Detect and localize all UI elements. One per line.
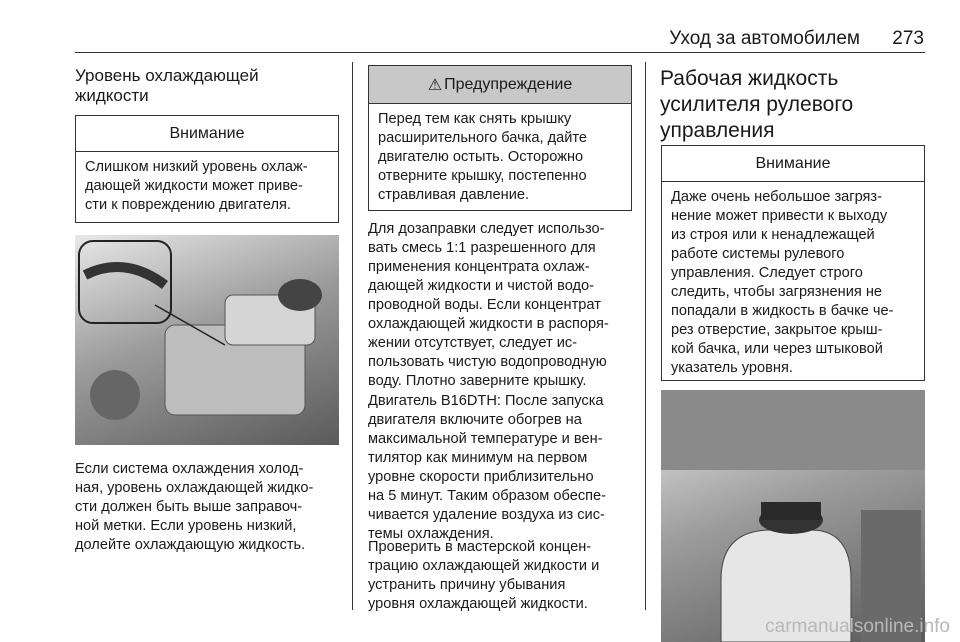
column-divider [352, 62, 353, 610]
power-steering-reservoir-image [661, 390, 925, 642]
text-line: Двигатель B16DTH: После запуска [368, 393, 604, 409]
warning-text [369, 104, 631, 211]
notice-box [75, 115, 339, 223]
text-line: применения концентрата охлаж- [368, 259, 590, 275]
notice-box [661, 145, 925, 381]
warning-header [369, 66, 631, 104]
text-line: работе системы рулевого [671, 246, 845, 262]
text-line: жении отсутствует, следует ис- [368, 335, 578, 351]
text-line: Даже очень небольшое загряз- [671, 189, 882, 205]
text-line: чивается удаление воздуха из сис- [368, 507, 605, 523]
engine-illustration [75, 235, 339, 445]
title-line: Рабочая жидкость [660, 67, 839, 90]
text-line: рез отверстие, закрытое крыш- [671, 322, 883, 338]
text-line: темы охлаждения. [368, 526, 494, 542]
header-divider [75, 52, 925, 53]
text-line: нение может привести к выходу [671, 208, 888, 224]
text-line: Перед тем как снять крышку [378, 111, 572, 127]
text-line: двигателя включите обогрев на [368, 412, 582, 428]
watermark: carmanualsonline.info [765, 616, 950, 637]
text-line: Слишком низкий уровень охлаж- [85, 159, 308, 175]
text-line: ной метки. Если уровень низкий, [75, 518, 297, 534]
title-line: усилителя рулевого [660, 93, 854, 116]
workshop-paragraph [368, 538, 599, 614]
title-line: жидкости [75, 86, 149, 105]
text-line: из строя или к ненадлежащей [671, 227, 875, 243]
title-line: Уровень охлаждающей [75, 66, 259, 85]
text-line: Проверить в мастерской концен- [368, 539, 592, 555]
text-line: двигателю остыть. Осторожно [378, 149, 584, 165]
b16dth-paragraph [368, 392, 606, 544]
text-line: Для дозаправки следует использо- [368, 221, 605, 237]
text-line: сти к повреждению двигателя. [85, 197, 291, 213]
title-line: управления [660, 119, 775, 142]
text-line: расширительного бачка, дайте [378, 130, 588, 146]
text-line: максимальной температуре и вен- [368, 431, 603, 447]
notice-label: Внимание [662, 146, 924, 182]
notice-text [76, 152, 338, 221]
text-line: отверните крышку, постепенно [378, 168, 587, 184]
warning-triangle-icon: ⚠ [427, 76, 443, 94]
text-line: на 5 минут. Таким образом обеспе- [368, 488, 606, 504]
text-line: трацию охлаждающей жидкости и [368, 558, 600, 574]
warning-label: Предупреждение [444, 75, 573, 93]
page-number: 273 [892, 28, 924, 49]
warning-box [368, 65, 632, 211]
section-title-coolant [75, 66, 259, 106]
notice-label: Внимание [76, 116, 338, 152]
text-line: управления. Следует строго [671, 265, 863, 281]
refill-paragraph [368, 220, 609, 391]
text-line: охлаждающей жидкости в распоря- [368, 316, 609, 332]
column-divider [645, 62, 646, 610]
text-line: сти должен быть выше заправоч- [75, 499, 303, 515]
text-line: дающей жидкости и чистой водо- [368, 278, 595, 294]
text-line: уровня охлаждающей жидкости. [368, 596, 588, 612]
section-title-power-steering [660, 66, 853, 144]
text-line: Если система охлаждения холод- [75, 461, 304, 477]
text-line: кой бачка, или через штыковой [671, 341, 883, 357]
text-line: стравливая давление. [378, 187, 530, 203]
text-line: указатель уровня. [671, 360, 793, 376]
text-line: дающей жидкости может приве- [85, 178, 303, 194]
reservoir-illustration [661, 390, 925, 642]
text-line: ная, уровень охлаждающей жидко- [75, 480, 314, 496]
notice-text [662, 182, 924, 384]
text-line: устранить причину убывания [368, 577, 566, 593]
text-line: проводной воды. Если концентрат [368, 297, 601, 313]
text-line: уровне скорости приблизительно [368, 469, 594, 485]
text-line: попадали в жидкость в бачке че- [671, 303, 894, 319]
header-title: Уход за автомобилем [669, 28, 860, 49]
text-line: вать смесь 1:1 разрешенного для [368, 240, 596, 256]
text-line: долейте охлаждающую жидкость. [75, 537, 306, 553]
text-line: тилятор как минимум на первом [368, 450, 588, 466]
text-line: воду. Плотно заверните крышку. [368, 373, 587, 389]
engine-coolant-reservoir-image [75, 235, 339, 445]
text-line: следить, чтобы загрязнения не [671, 284, 883, 300]
coolant-paragraph [75, 460, 313, 555]
text-line: пользовать чистую водопроводную [368, 354, 607, 370]
